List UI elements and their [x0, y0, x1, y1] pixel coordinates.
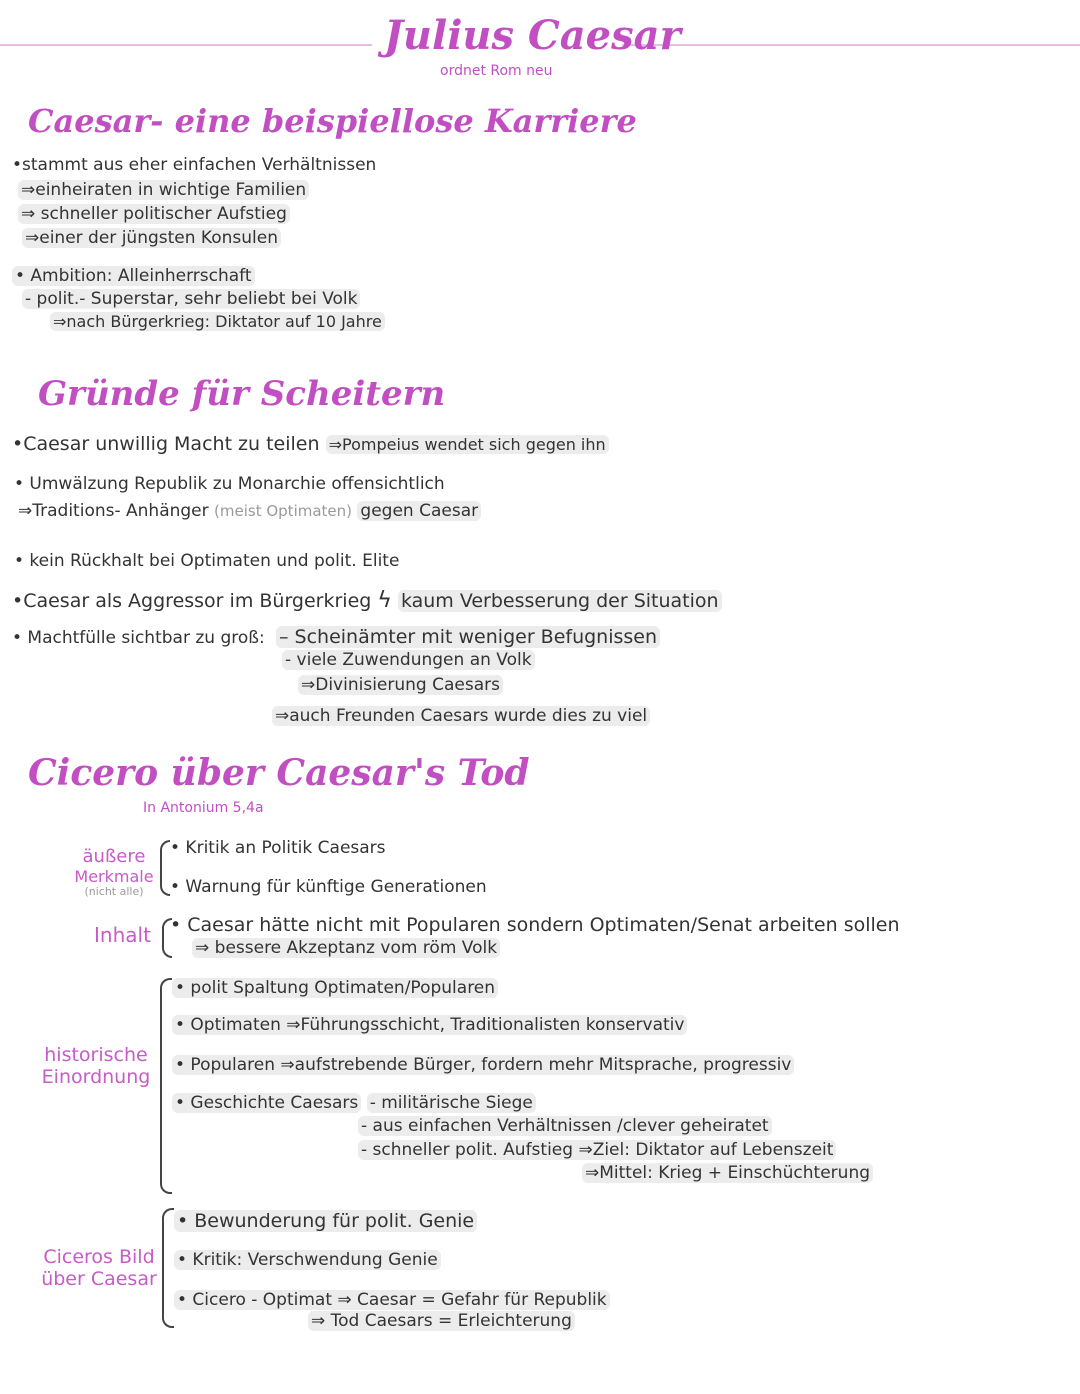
g2-item-1: • Caesar hätte nicht mit Popularen sondern Optimaten/Senat arbeiten sollen — [170, 914, 900, 936]
g3-item-4 — [172, 1093, 536, 1113]
section-heading-scheitern: Gründe für Scheitern — [38, 374, 446, 414]
s2-line-1b: ⇒Pompeius wendet sich gegen ihn — [326, 435, 609, 454]
brace-bild — [162, 1208, 174, 1328]
s2-line-8-text: ⇒Divinisierung Caesars — [298, 675, 503, 695]
s2-line-9 — [272, 706, 650, 726]
g2-item-2-text: ⇒ bessere Akzeptanz vom röm Volk — [192, 938, 500, 958]
g1-item-2: • Warnung für künftige Generationen — [170, 877, 487, 897]
s1-line-1: •stammt aus eher einfachen Verhältnissen — [12, 155, 377, 175]
group-label-inhalt: Inhalt — [94, 923, 151, 947]
group-label-einordnung-1: historische — [44, 1044, 148, 1066]
s2-line-5b: kaum Verbesserung der Situation — [398, 590, 722, 612]
group-label-bild — [36, 1246, 162, 1290]
brace-einordnung — [160, 978, 172, 1194]
s1-line-7-text: ⇒nach Bürgerkrieg: Diktator auf 10 Jahre — [50, 312, 385, 331]
s2-line-5 — [12, 588, 722, 613]
s2-line-9-text: ⇒auch Freunden Caesars wurde dies zu viel — [272, 706, 650, 726]
group-label-bild-1: Ciceros Bild — [43, 1246, 155, 1268]
s1-line-4 — [22, 228, 281, 248]
g3-item-5 — [358, 1116, 772, 1136]
s1-line-5-text: • Ambition: Alleinherrschaft — [12, 266, 255, 286]
g4-item-2-text: • Kritik: Verschwendung Genie — [174, 1250, 441, 1270]
s2-line-7-text: - viele Zuwendungen an Volk — [282, 650, 535, 670]
g4-item-2 — [174, 1250, 441, 1270]
s2-line-5a: •Caesar als Aggressor im Bürgerkrieg — [12, 590, 372, 612]
g4-item-4-text: ⇒ Tod Caesars = Erleichterung — [308, 1311, 575, 1331]
group-label-einordnung-2: Einordnung — [41, 1066, 151, 1088]
section-heading-cicero: Cicero über Caesar's Tod — [28, 752, 530, 794]
page-subtitle: ordnet Rom neu — [440, 63, 553, 79]
s1-line-6 — [22, 289, 360, 309]
s2-line-3c: gegen Caesar — [357, 501, 481, 521]
g4-item-1 — [174, 1210, 477, 1232]
g3-item-5-text: - aus einfachen Verhältnissen /clever geheiratet — [358, 1116, 772, 1136]
s1-line-7 — [50, 312, 385, 331]
g3-item-6 — [358, 1140, 836, 1160]
s1-line-4-text: ⇒einer der jüngsten Konsulen — [22, 228, 281, 248]
group-label-bild-2: über Caesar — [41, 1268, 157, 1290]
s1-line-5 — [12, 266, 255, 286]
s1-line-6-text: - polit.- Superstar, sehr beliebt bei Volk — [22, 289, 360, 309]
group-label-einordnung — [38, 1044, 154, 1088]
lightning-icon: ϟ — [377, 588, 392, 613]
g4-item-3-text: • Cicero - Optimat ⇒ Caesar = Gefahr für Republik — [174, 1290, 610, 1310]
s2-line-6a: • Machtfülle sichtbar zu groß: — [12, 628, 265, 648]
s2-line-3a: ⇒Traditions- Anhänger — [18, 501, 209, 521]
s2-line-1 — [12, 433, 609, 455]
g3-item-6-text: - schneller polit. Aufstieg ⇒Ziel: Diktator auf Lebenszeit — [358, 1140, 836, 1160]
s2-line-6b-text: – Scheinämter mit weniger Befugnissen — [276, 626, 660, 648]
g3-item-2-text: • Optimaten ⇒Führungsschicht, Traditionalisten konservativ — [172, 1015, 687, 1035]
group-label-merkmale — [66, 846, 162, 898]
brace-merkmale — [160, 840, 170, 896]
section-cicero-source: In Antonium 5,4a — [143, 800, 264, 816]
g4-item-1-text: • Bewunderung für polit. Genie — [174, 1210, 477, 1232]
s2-line-3 — [18, 501, 481, 521]
s2-line-3b: (meist Optimaten) — [214, 502, 353, 520]
group-label-merkmale-2: Merkmale — [74, 867, 154, 886]
s2-line-7 — [282, 650, 535, 670]
header-rule-left — [0, 44, 372, 46]
s2-line-1a: •Caesar unwillig Macht zu teilen — [12, 433, 320, 455]
group-label-merkmale-3: (nicht alle) — [84, 885, 144, 898]
page-title: Julius Caesar — [384, 12, 681, 59]
s2-line-8 — [298, 675, 503, 695]
section-heading-karriere: Caesar- eine beispiellose Karriere — [28, 102, 637, 140]
s2-line-4: • kein Rückhalt bei Optimaten und polit. Elite — [14, 551, 400, 571]
g4-item-3 — [174, 1290, 610, 1310]
g3-item-1 — [172, 978, 498, 998]
g3-item-7 — [582, 1163, 873, 1183]
g3-item-3-text: • Popularen ⇒aufstrebende Bürger, fordern mehr Mitsprache, progressiv — [172, 1055, 794, 1075]
g3-item-7-text: ⇒Mittel: Krieg + Einschüchterung — [582, 1163, 873, 1183]
g2-item-2 — [192, 938, 500, 958]
header-rule-right — [622, 44, 1080, 46]
s1-line-2 — [18, 180, 309, 200]
g3-item-4a: • Geschichte Caesars — [172, 1093, 361, 1113]
g3-item-3 — [172, 1055, 794, 1075]
s2-line-2: • Umwälzung Republik zu Monarchie offensichtlich — [14, 474, 445, 494]
s2-line-6b — [276, 626, 660, 648]
group-label-merkmale-1: äußere — [82, 846, 146, 867]
g3-item-2 — [172, 1015, 687, 1035]
s1-line-3-text: ⇒ schneller politischer Aufstieg — [18, 204, 290, 224]
g3-item-4b: - militärische Siege — [367, 1093, 536, 1113]
s1-line-3 — [18, 204, 290, 224]
s1-line-2-text: ⇒einheiraten in wichtige Familien — [18, 180, 309, 200]
g1-item-1: • Kritik an Politik Caesars — [170, 838, 386, 858]
g4-item-4 — [308, 1311, 575, 1331]
g3-item-1-text: • polit Spaltung Optimaten/Popularen — [172, 978, 498, 998]
